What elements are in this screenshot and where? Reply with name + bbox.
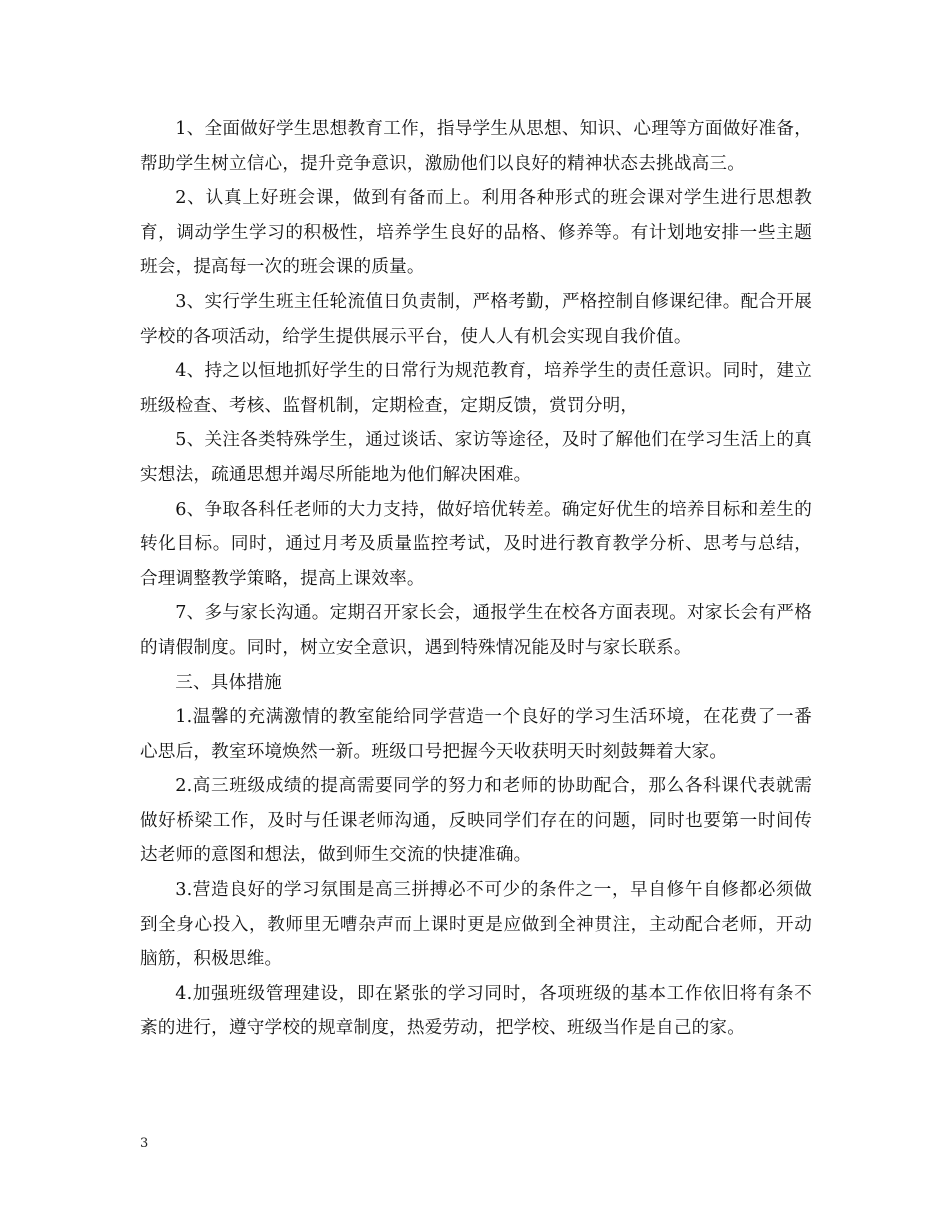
paragraph-item-7: 7、多与家长沟通。定期召开家长会，通报学生在校各方面表现。对家长会有严格的请假制度。同时，树立安全意识，遇到特殊情况能及时与家长联系。 [140, 603, 812, 658]
paragraph-item-2: 2、认真上好班会课，做到有备而上。利用各种形式的班会课对学生进行思想教育，调动学生学习的积极性，培养学生良好的品格、修养等。有计划地安排一些主题班会，提高每一次的班会课的质量。 [140, 188, 812, 278]
measure-item-1: 1.温馨的充满激情的教室能给同学营造一个良好的学习生活环境，在花费了一番心思后，教室环境焕然一新。班级口号把握今天收获明天时刻鼓舞着大家。 [140, 707, 812, 762]
paragraph-item-3: 3、实行学生班主任轮流值日负责制，严格考勤，严格控制自修课纪律。配合开展学校的各项活动，给学生提供展示平台，使人人有机会实现自我价值。 [140, 291, 812, 347]
paragraph-item-5: 5、关注各类特殊学生，通过谈话、家访等途径，及时了解他们在学习生活上的真实想法，疏通思想并竭尽所能地为他们解决困难。 [140, 430, 812, 485]
document-body [140, 112, 812, 1046]
paragraph-item-6: 6、争取各科任老师的大力支持，做好培优转差。确定好优生的培养目标和差生的转化目标。同时，通过月考及质量监控考试，及时进行教育教学分析、思考与总结，合理调整教学策略，提高上课效率。 [140, 499, 812, 589]
page-number: 3 [140, 1136, 149, 1151]
section-heading-measures: 三、具体措施 [175, 672, 282, 693]
paragraph-item-1: 1、全面做好学生思想教育工作，指导学生从思想、知识、心理等方面做好准备，帮助学生树立信心，提升竞争意识，激励他们以良好的精神状态去挑战高三。 [140, 119, 812, 174]
measure-item-2: 2.高三班级成绩的提高需要同学的努力和老师的协助配合，那么各科课代表就需做好桥梁工作，及时与任课老师沟通，反映同学们存在的问题，同时也要第一时间传达老师的意图和想法，做到师生交流的快捷准确。 [140, 776, 812, 866]
measure-item-4: 4.加强班级管理建设，即在紧张的学习同时，各项班级的基本工作依旧将有条不紊的进行，遵守学校的规章制度，热爱劳动，把学校、班级当作是自己的家。 [140, 983, 812, 1039]
measure-item-3: 3.营造良好的学习氛围是高三拼搏必不可少的条件之一，早自修午自修都必须做到全身心投入，教师里无嘈杂声而上课时更是应做到全神贯注，主动配合老师，开动脑筋，积极思维。 [140, 880, 812, 970]
paragraph-item-4: 4、持之以恒地抓好学生的日常行为规范教育，培养学生的责任意识。同时，建立班级检查、考核、监督机制，定期检查，定期反馈，赏罚分明， [140, 361, 812, 416]
